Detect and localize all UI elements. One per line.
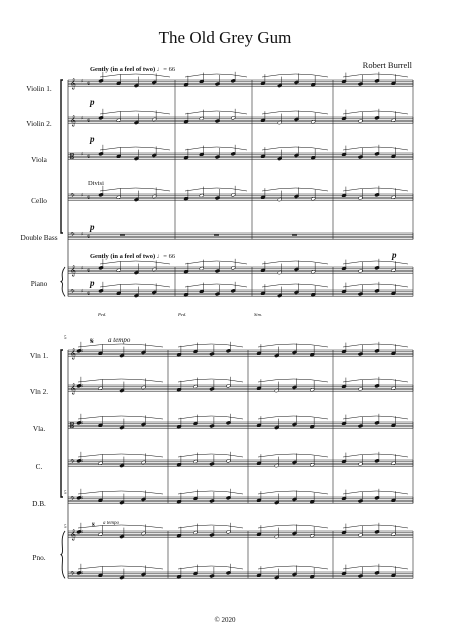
slur <box>343 566 408 569</box>
dynamic-p-bass: p <box>90 222 95 232</box>
key-sharp-icon: ♯ <box>81 151 84 158</box>
slur <box>185 111 247 114</box>
instrument-piano: Piano <box>30 279 48 288</box>
bass-clef-icon: 𝄢 <box>70 570 75 580</box>
common-time-icon: 𝄴 <box>87 289 91 298</box>
bass-clef-icon: 𝄢 <box>70 231 75 241</box>
treble-clef-icon: 𝄞 <box>70 78 76 90</box>
slur <box>343 416 408 419</box>
whole-rest-icon <box>120 234 125 235</box>
tempo-marking: Gently (in a feel of two) ♩= 66 <box>90 66 176 73</box>
slur <box>343 491 408 494</box>
measure-number-db: 5 <box>64 491 67 496</box>
slur <box>178 379 243 382</box>
slur <box>100 261 170 264</box>
slur <box>343 284 408 287</box>
dynamic-p-piano: p <box>90 278 95 288</box>
slur <box>343 525 408 528</box>
instrument-violin1: Violin 1. <box>26 84 52 93</box>
slur <box>78 566 163 569</box>
key-sharp-icon: ♯ <box>81 115 84 122</box>
key-sharp-icon: ♯ <box>81 78 84 85</box>
slur <box>78 416 163 419</box>
quarter-note-icon: ♩ <box>156 253 164 260</box>
page-title: The Old Grey Gum <box>158 28 292 47</box>
instrument-violin2: Violin 2. <box>26 119 52 128</box>
dynamic-p-vln2: p <box>90 134 95 144</box>
pedal-mark-2: Ped. <box>178 312 187 317</box>
slur <box>185 261 247 264</box>
treble-clef-icon: 𝄞 <box>70 383 76 395</box>
slur <box>258 344 328 347</box>
instrument-db-short: D.B. <box>32 499 46 508</box>
slur <box>258 525 328 528</box>
common-time-icon: 𝄴 <box>87 266 91 275</box>
key-sharp-icon: ♯ <box>81 348 84 355</box>
slur <box>185 74 247 77</box>
slur <box>343 379 408 382</box>
dynamic-p-bass-end: p <box>392 250 397 260</box>
slur <box>100 74 170 77</box>
slur <box>185 284 247 287</box>
common-time-icon: 𝄴 <box>87 116 91 125</box>
key-sharp-icon: ♯ <box>81 420 84 427</box>
key-sharp-icon: ♯ <box>81 458 84 465</box>
slur <box>343 74 408 77</box>
measure-number: 5 <box>64 336 67 341</box>
dynamic-p-vln1: p <box>90 97 95 107</box>
key-sharp-icon: ♯ <box>81 495 84 502</box>
slur <box>185 147 247 150</box>
piano-brace <box>61 531 65 578</box>
alto-clef-icon: 𝄡 <box>70 421 75 430</box>
bass-clef-icon: 𝄢 <box>70 192 75 202</box>
slur <box>258 379 328 382</box>
quarter-note-icon: ♩ <box>156 66 164 73</box>
instrument-pno-short: Pno. <box>32 553 46 562</box>
slur <box>100 147 170 150</box>
instrument-double-bass: Double Bass <box>20 233 58 242</box>
slur <box>343 188 408 191</box>
piano-tempo-marking: Gently (in a feel of two) ♩= 66 <box>90 253 176 260</box>
key-sharp-icon: ♯ <box>81 288 84 295</box>
slur <box>262 261 328 264</box>
slur <box>178 344 243 347</box>
slur <box>78 525 163 528</box>
slur <box>343 344 408 347</box>
composer-name: Robert Burrell <box>362 60 412 70</box>
slur <box>262 147 328 150</box>
slur <box>78 379 163 382</box>
treble-clef-icon: 𝄞 <box>70 348 76 360</box>
instrument-viola: Viola <box>31 155 47 164</box>
pedal-mark-1: Ped. <box>98 312 107 317</box>
slur <box>185 188 247 191</box>
ensemble-bracket <box>61 350 63 497</box>
measure-number-pno: 5 <box>64 525 67 530</box>
piano-a-tempo-marking: a tempo <box>103 521 119 526</box>
key-sharp-icon: ♯ <box>81 383 84 390</box>
slur <box>78 454 163 457</box>
a-tempo-marking: a tempo <box>108 336 131 344</box>
key-sharp-icon: ♯ <box>81 231 84 238</box>
slur <box>178 491 243 494</box>
slur <box>343 261 408 264</box>
slur <box>178 454 243 457</box>
common-time-icon: 𝄴 <box>87 193 91 202</box>
copyright-notice: © 2020 <box>214 616 236 624</box>
ensemble-bracket <box>61 80 63 233</box>
slur <box>178 525 243 528</box>
slur <box>262 188 328 191</box>
instrument-c-short: C. <box>35 462 43 471</box>
slur <box>343 111 408 114</box>
whole-rest-icon <box>292 234 297 235</box>
slur <box>178 416 243 419</box>
bass-clef-icon: 𝄢 <box>70 458 75 468</box>
common-time-icon: 𝄴 <box>87 152 91 161</box>
instrument-cello: Cello <box>31 196 47 205</box>
bass-clef-icon: 𝄢 <box>70 288 75 298</box>
slur <box>262 111 328 114</box>
whole-rest-icon <box>214 234 219 235</box>
common-time-icon: 𝄴 <box>87 79 91 88</box>
slur <box>100 188 170 191</box>
instrument-vla-short: Vla. <box>32 424 46 433</box>
slur <box>78 491 163 494</box>
treble-clef-icon: 𝄞 <box>70 265 76 277</box>
instrument-vln1-short: Vln 1. <box>29 351 49 360</box>
slur <box>258 416 328 419</box>
treble-clef-icon: 𝄞 <box>70 529 76 541</box>
common-time-icon: 𝄴 <box>87 232 91 241</box>
slur <box>100 111 170 114</box>
alto-clef-icon: 𝄡 <box>70 152 75 161</box>
slur <box>343 454 408 457</box>
key-sharp-icon: ♯ <box>81 570 84 577</box>
pedal-mark-sim: Sim. <box>254 312 263 317</box>
slur <box>258 454 328 457</box>
segno-icon: 𝄋 <box>92 521 96 529</box>
slur <box>258 491 328 494</box>
slur <box>343 147 408 150</box>
slur <box>178 566 243 569</box>
slur <box>100 284 170 287</box>
bass-clef-icon: 𝄢 <box>70 495 75 505</box>
slur <box>262 74 328 77</box>
slur <box>262 284 328 287</box>
treble-clef-icon: 𝄞 <box>70 115 76 127</box>
key-sharp-icon: ♯ <box>81 529 84 536</box>
instrument-vln2-short: Vln 2. <box>29 387 49 396</box>
key-sharp-icon: ♯ <box>81 265 84 272</box>
divisi-marking: Divisi <box>88 180 104 187</box>
slur <box>258 566 328 569</box>
segno-icon: 𝄋 <box>90 337 94 347</box>
piano-brace <box>61 267 65 296</box>
key-sharp-icon: ♯ <box>81 192 84 199</box>
